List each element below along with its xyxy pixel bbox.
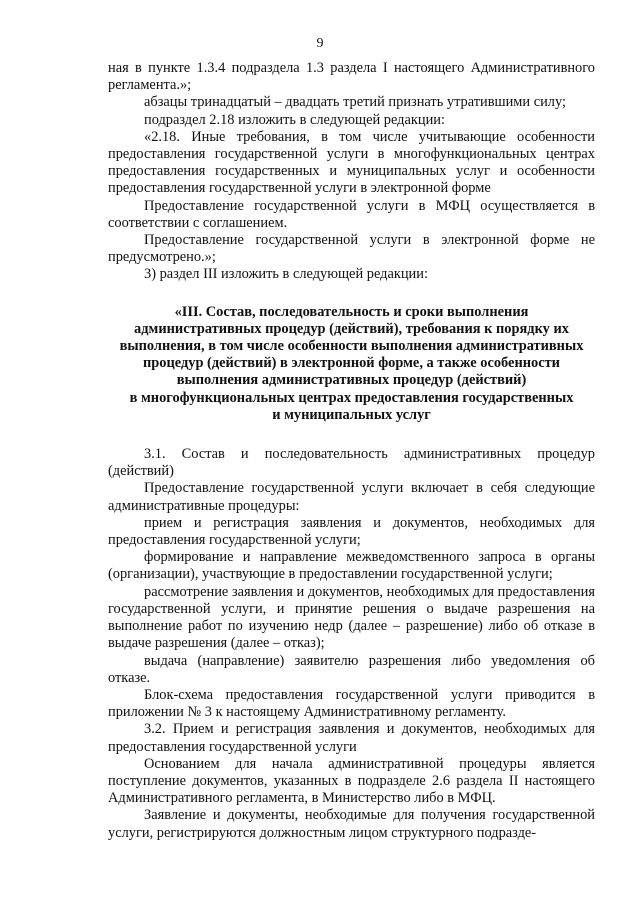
paragraph: прием и регистрация заявления и документов, необходимых для предоставления государственной услуги; [108,514,595,549]
paragraph: ная в пункте 1.3.4 подраздела 1.3 раздела I настоящего Административного регламента.»; [108,60,595,94]
paragraphs-top [108,60,595,284]
section-heading [108,304,595,424]
paragraph: Блок-схема предоставления государственной услуги приводится в приложении № 3 к настоящему Административному регламенту. [108,686,595,721]
heading-line: выполнения, в том числе особенности выполнения административных [119,338,584,355]
paragraph: формирование и направление межведомственного запроса в органы (организации), участвующие в предоставлении государственной услуги; [108,549,595,583]
heading-line: и муниципальных услуг [272,406,431,423]
heading-line: выполнения административных процедур (действий) [176,372,527,389]
paragraph: «2.18. Иные требования, в том числе учитывающие особенности предоставления государственной услуги в многофункциональных центрах предоставления государственных и муниципальных услуг и особенности предоставления государственной услуги в электронной форме [108,128,595,197]
heading-line: в многофункциональных центрах предоставления государственных [129,389,574,406]
paragraph: Основанием для начала административной процедуры является поступление документов, указанных в подразделе 2.6 раздела II настоящего Административного регламента, в Министерство либо в МФЦ. [108,755,595,807]
paragraph: 3.1. Состав и последовательность административных процедур (действий) [108,446,595,480]
paragraph: Предоставление государственной услуги в МФЦ осуществляется в соответствии с соглашением. [108,197,595,231]
heading-line: «III. Состав, последовательность и сроки выполнения [174,303,529,320]
paragraph: Предоставление государственной услуги включает в себя следующие административные процедуры: [108,480,595,514]
paragraph: абзацы тринадцатый – двадцать третий признать утратившими силу; [144,94,566,111]
paragraph: 3) раздел III изложить в следующей редакции: [144,266,428,283]
paragraph: рассмотрение заявления и документов, необходимых для предоставления государственной услуги, и принятие решения о выдаче разрешения на выполнение работ по изучению недр (далее – разрешение) либо об отказе в выдаче разрешения (далее – отказ); [108,583,595,652]
paragraphs-bottom [108,446,595,842]
paragraph: выдача (направление) заявителю разрешения либо уведомления об отказе. [108,652,595,686]
document-body [108,60,595,842]
paragraph: Предоставление государственной услуги в электронной форме не предусмотрено.»; [108,232,595,266]
heading-line: административных процедур (действий), требования к порядку их [134,320,569,337]
paragraph: Заявление и документы, необходимые для получения государственной услуги, регистрируются должностным лицом структурного подразде- [108,807,595,841]
paragraph: 3.2. Прием и регистрация заявления и документов, необходимых для предоставления государственной услуги [108,721,595,755]
paragraph: подраздел 2.18 изложить в следующей редакции: [144,111,445,128]
heading-line: процедур (действий) в электронной форме, а также особенности [143,355,560,372]
page-number: 9 [316,36,324,51]
